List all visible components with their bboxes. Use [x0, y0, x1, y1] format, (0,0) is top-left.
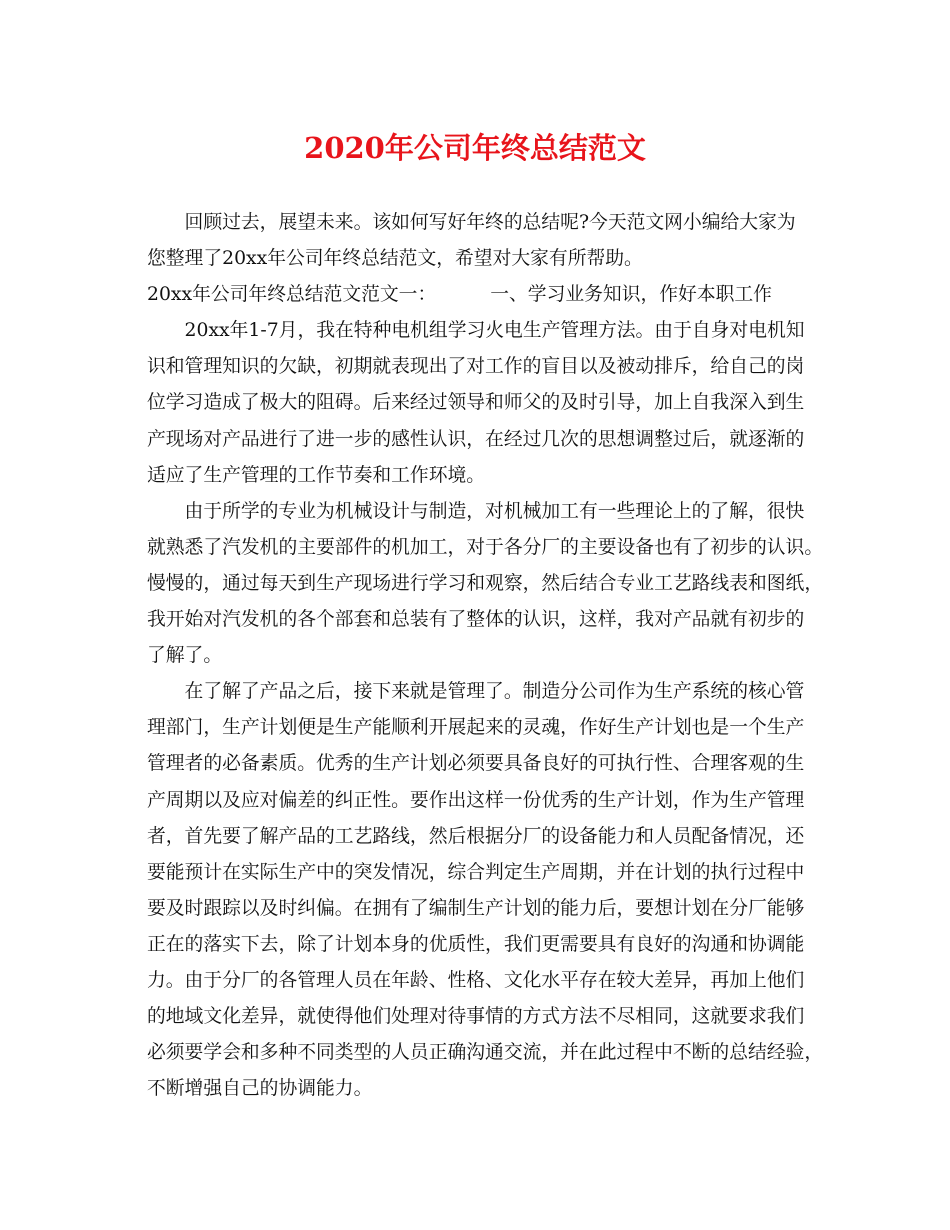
document-title: 2020年公司年终总结范文	[304, 131, 646, 165]
paragraph-line: 力。由于分厂的各管理人员在年龄、性格、文化水平存在较大差异，再加上他们	[147, 969, 805, 991]
section-heading: 一、学习业务知识，作好本职工作	[490, 284, 772, 306]
paragraph-line: 我开始对汽发机的各个部套和总装有了整体的认识，这样，我对产品就有初步的	[147, 609, 805, 631]
paragraph-line: 正在的落实下去，除了计划本身的优质性，我们更需要具有良好的沟通和协调能	[147, 933, 805, 955]
paragraph-line: 的地域文化差异，就使得他们处理对待事情的方式方法不尽相同，这就要求我们	[147, 1006, 805, 1028]
document-body	[147, 205, 824, 1107]
paragraph-line: 理部门，生产计划便是生产能顺利开展起来的灵魂，作好生产计划也是一个生产	[147, 717, 805, 739]
paragraph-line: 要能预计在实际生产中的突发情况，综合判定生产周期，并在计划的执行过程中	[147, 861, 805, 883]
paragraph-line: 您整理了20xx年公司年终总结范文，希望对大家有所帮助。	[147, 248, 643, 270]
paragraph-line: 必须要学会和多种不同类型的人员正确沟通交流，并在此过程中不断的总结经验，	[147, 1042, 824, 1064]
paragraph-line: 回顾过去，展望未来。该如何写好年终的总结呢?今天范文网小编给大家为	[147, 212, 796, 233]
paragraph-line: 了解了。	[147, 645, 223, 667]
paragraph-line: 产周期以及应对偏差的纠正性。要作出这样一份优秀的生产计划，作为生产管理	[147, 789, 805, 811]
paragraph-line-with-heading	[147, 277, 807, 313]
paragraph-line: 者，首先要了解产品的工艺路线，然后根据分厂的设备能力和人员配备情况，还	[147, 825, 805, 847]
paragraph-line: 慢慢的，通过每天到生产现场进行学习和观察，然后结合专业工艺路线表和图纸，	[147, 572, 824, 594]
paragraph-line: 不断增强自己的协调能力。	[147, 1078, 373, 1100]
paragraph-line: 识和管理知识的欠缺，初期就表现出了对工作的盲目以及被动排斥，给自己的岗	[147, 356, 805, 378]
paragraph-line: 就熟悉了汽发机的主要部件的机加工，对于各分厂的主要设备也有了初步的认识。	[147, 536, 824, 558]
sample-label: 20xx年公司年终总结范文范文一：	[147, 284, 437, 306]
paragraph-line: 适应了生产管理的工作节奏和工作环境。	[147, 464, 486, 486]
paragraph-line: 管理者的必备素质。优秀的生产计划必须要具备良好的可执行性、合理客观的生	[147, 753, 805, 775]
paragraph-line: 在了解了产品之后，接下来就是管理了。制造分公司作为生产系统的核心管	[147, 681, 805, 703]
paragraph-line: 要及时跟踪以及时纠偏。在拥有了编制生产计划的能力后，要想计划在分厂能够	[147, 897, 805, 919]
paragraph-line: 产现场对产品进行了进一步的感性认识，在经过几次的思想调整过后，就逐渐的	[147, 428, 805, 450]
paragraph-line: 位学习造成了极大的阻碍。后来经过领导和师父的及时引导，加上自我深入到生	[147, 392, 805, 414]
paragraph-line: 20xx年1-7月，我在特种电机组学习火电生产管理方法。由于自身对电机知	[147, 320, 805, 342]
paragraph-line: 由于所学的专业为机械设计与制造，对机械加工有一些理论上的了解，很快	[147, 500, 805, 522]
